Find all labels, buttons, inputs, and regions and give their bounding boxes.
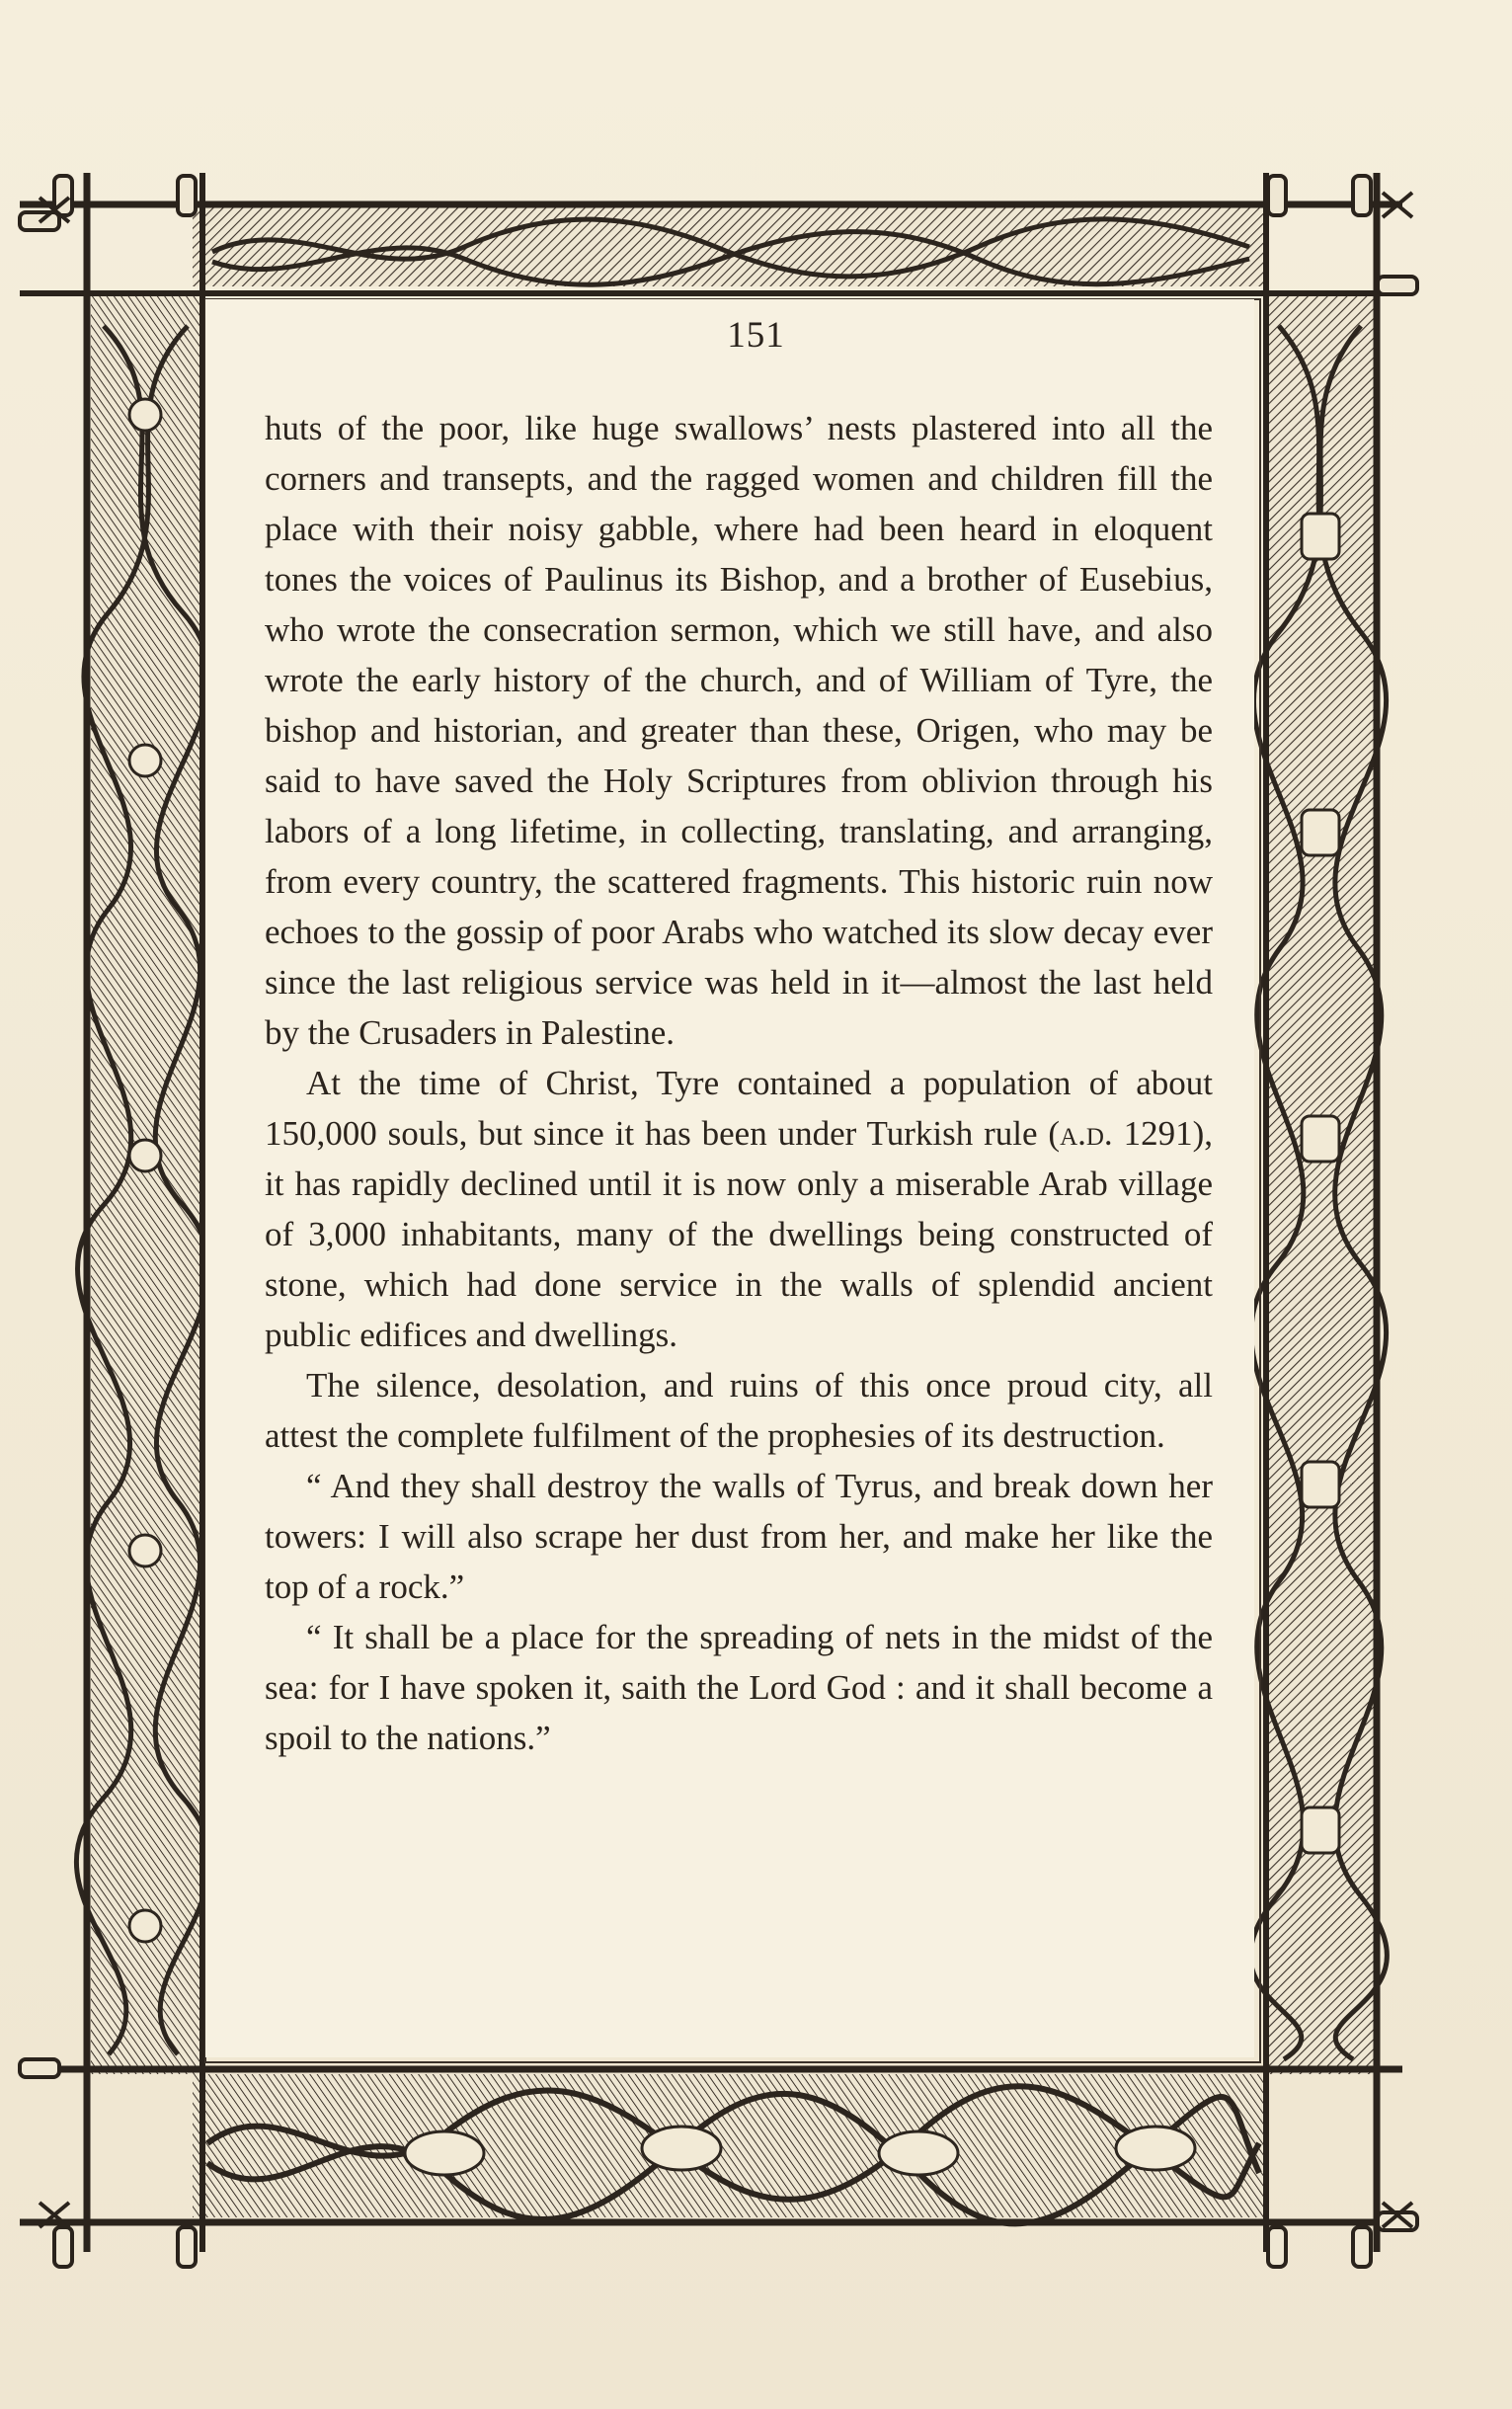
quote-1: “ And they shall destroy the walls of Tyrus, and break down her towers: I will also scrape her dust from her, and make her like the top of a rock.”	[265, 1467, 1213, 1606]
body-text	[265, 403, 1213, 1763]
page-number: 151	[727, 315, 785, 356]
paragraph-3: The silence, desolation, and ruins of this once proud city, all attest the complete fulfilment of the prophesies of its destruction.	[265, 1366, 1213, 1455]
paragraph-2-after: 1291), it has rapidly declined until it is now only a miserable Arab village of 3,000 inhabitants, many of the dwellings being constructed of stone, which had done service in the walls of splendid ancient public edifices and dwellings.	[265, 1114, 1213, 1354]
quote-2: “ It shall be a place for the spreading of nets in the midst of the sea: for I have spoken it, saith the Lord God : and it shall become a spoil to the nations.”	[265, 1618, 1213, 1757]
paragraph-2-before: At the time of Christ, Tyre contained a population of about 150,000 souls, but since it has been under Turkish rule (	[265, 1064, 1213, 1153]
paragraph-1: huts of the poor, like huge swallows’ nests plastered into all the corners and transepts, and the ragged women and children fill the place with their noisy gabble, where had been heard in eloquent tones the voices of Paulinus its Bishop, and a brother of Eusebius, who wrote the consecration sermon, which we still have, and also wrote the early history of the church, and of William of Tyre, the bishop and historian, and greater than these, Origen, who may be said to have saved the Holy Scriptures from oblivion through his labors of a long lifetime, in collecting, translating, and arranging, from every country, the scattered fragments. This historic ruin now echoes to the gossip of poor Arabs who watched its slow decay ever since the last religious service was held in it—almost the last held by the Crusaders in Palestine.	[265, 409, 1213, 1052]
era-abbreviation: a.d.	[1060, 1114, 1113, 1153]
paragraph-2	[265, 1058, 1213, 1360]
